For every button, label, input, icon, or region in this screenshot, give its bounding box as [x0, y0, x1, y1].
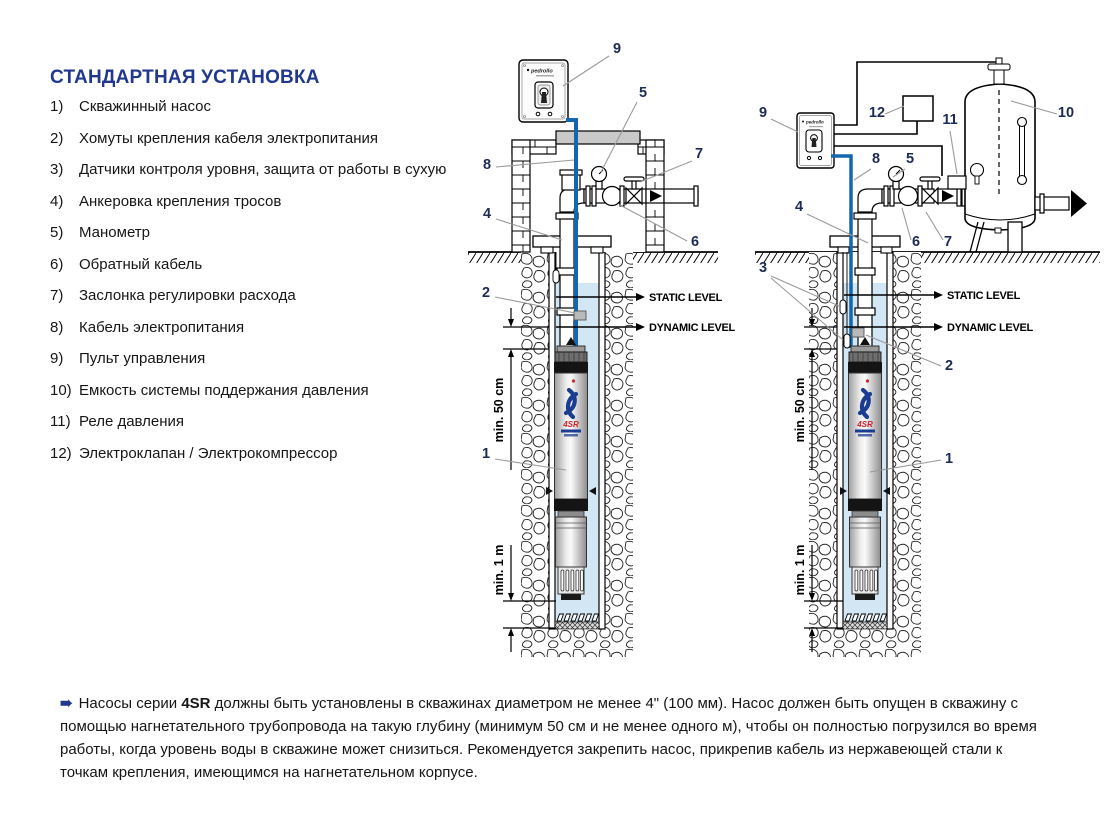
min-depth-label: min. 50 cm	[492, 377, 506, 443]
left-control-panel	[519, 60, 568, 122]
check-valve	[899, 187, 918, 206]
item-number: 7)	[50, 287, 64, 304]
list-item	[50, 382, 446, 414]
list-item	[50, 256, 446, 288]
callout-1: 1	[944, 451, 954, 467]
pressure-tank	[948, 58, 1087, 252]
item-number: 11)	[50, 413, 71, 430]
callout-6: 6	[911, 234, 921, 250]
item-number: 12)	[50, 444, 72, 462]
page-title: СТАНДАРТНАЯ УСТАНОВКА	[50, 66, 320, 88]
brand-logo: pedrollo	[806, 119, 824, 125]
gravel-pack	[521, 252, 549, 629]
callout-1: 1	[481, 446, 491, 462]
installation-note	[60, 692, 1052, 784]
item-number: 10)	[50, 381, 72, 399]
tank-outlet	[1035, 190, 1087, 217]
cable-clamp	[852, 328, 864, 337]
callout-11: 11	[942, 112, 958, 128]
riser-pipe	[560, 212, 574, 352]
callout-3: 3	[758, 260, 768, 276]
item-label: Анкеровка крепления тросов	[79, 192, 282, 210]
brick-wall	[512, 140, 530, 252]
list-item	[50, 287, 446, 319]
list-item	[50, 161, 446, 193]
installation-diagrams: 4SR pedrollo STATIC LEVEL DYNAMIC LEVEL min. 50 cm min. 1 m 9 5 7 8 4 6 2 1 pedrollo STATIC LEVEL DYNAMIC LEVEL min. 50 cm min. 1 m 9 12 11 10 8 5 4 6 7 3 2 1	[455, 18, 1109, 678]
list-item	[50, 445, 446, 477]
item-number: 1)	[50, 98, 64, 115]
callout-7: 7	[694, 146, 704, 162]
pit-cover-slab	[556, 131, 640, 144]
flow-arrow-icon	[1071, 190, 1087, 217]
item-number: 5)	[50, 224, 64, 241]
note-arrow-icon: ➠	[60, 695, 73, 712]
brand-logo: pedrollo	[531, 68, 553, 75]
item-number: 9)	[50, 350, 64, 367]
power-switch-icon	[806, 130, 822, 152]
tank-leg	[1008, 222, 1022, 252]
callout-2: 2	[944, 358, 954, 374]
min-depth-label: min. 1 m	[793, 544, 807, 596]
list-item	[50, 319, 446, 351]
min-depth-label: min. 1 m	[492, 544, 506, 596]
dynamic-level-label: DYNAMIC LEVEL	[947, 322, 1033, 334]
callout-9: 9	[758, 105, 768, 121]
tank-drain	[995, 228, 1001, 233]
item-number: 3)	[50, 161, 64, 178]
check-valve	[603, 187, 622, 206]
callout-9: 9	[612, 41, 622, 57]
item-label: Пульт управления	[79, 350, 206, 367]
parts-list	[50, 98, 446, 476]
note-text: должны быть установлены в скважинах диаметром не менее 4" (100 мм). Насос должен быть опущен в скважину с помощью нагнетательного трубопровода на такую глубину (минимум 50 см и не менее одного м), чтобы он полностью погрузился во время работы, когда уровень воды в скважине может снизиться. Рекомендуется закрепить насос, прикрепив кабель из нержавеющей стали к точкам крепления, имеющимся на нагнетательном корпусе.	[60, 695, 1037, 781]
callout-8: 8	[482, 157, 492, 173]
list-item	[50, 350, 446, 382]
callout-5: 5	[905, 151, 915, 167]
item-label: Хомуты крепления кабеля электропитания	[79, 129, 378, 147]
right-control-panel	[797, 113, 834, 168]
pipe-elbow	[858, 189, 882, 212]
level-probe	[844, 334, 850, 348]
item-label: Кабель электропитания	[79, 318, 245, 336]
list-item	[50, 98, 446, 130]
callout-5: 5	[638, 85, 648, 101]
item-label: Датчики контроля уровня, защита от работы в сухую	[79, 161, 447, 178]
pressure-switch	[948, 176, 966, 189]
callout-8: 8	[871, 151, 881, 167]
dynamic-level-label: DYNAMIC LEVEL	[649, 322, 735, 334]
callout-10: 10	[1057, 105, 1075, 121]
item-label: Манометр	[79, 224, 151, 241]
list-item	[50, 413, 446, 445]
brand-dot-icon	[802, 121, 804, 123]
solenoid-compressor-box	[903, 96, 933, 121]
item-label: Электроклапан / Электрокомпрессор	[79, 444, 338, 462]
callout-7: 7	[943, 234, 953, 250]
callout-4: 4	[794, 199, 804, 215]
item-number: 6)	[50, 255, 64, 273]
item-label: Реле давления	[79, 413, 185, 430]
item-number: 8)	[50, 318, 64, 336]
item-number: 2)	[50, 129, 64, 147]
callout-6: 6	[690, 234, 700, 250]
list-item	[50, 224, 446, 256]
note-text: Насосы серии	[78, 695, 182, 712]
list-item	[50, 130, 446, 162]
item-label: Обратный кабель	[79, 255, 203, 273]
item-label: Емкость системы поддержания давления	[79, 381, 369, 399]
item-label: Скважинный насос	[79, 98, 211, 115]
callout-2: 2	[481, 285, 491, 301]
power-switch-icon	[535, 82, 553, 108]
callout-4: 4	[482, 206, 492, 222]
brand-dot-icon	[527, 69, 529, 71]
callout-12: 12	[868, 105, 886, 121]
note-pump-model: 4SR	[181, 695, 211, 712]
list-item	[50, 193, 446, 225]
item-label: Заслонка регулировки расхода	[79, 287, 296, 304]
cable-clamp	[574, 311, 586, 320]
min-depth-label: min. 50 cm	[793, 377, 807, 443]
static-level-label: STATIC LEVEL	[649, 292, 722, 304]
static-level-label: STATIC LEVEL	[947, 290, 1020, 302]
level-probe	[840, 300, 846, 314]
item-number: 4)	[50, 192, 64, 210]
